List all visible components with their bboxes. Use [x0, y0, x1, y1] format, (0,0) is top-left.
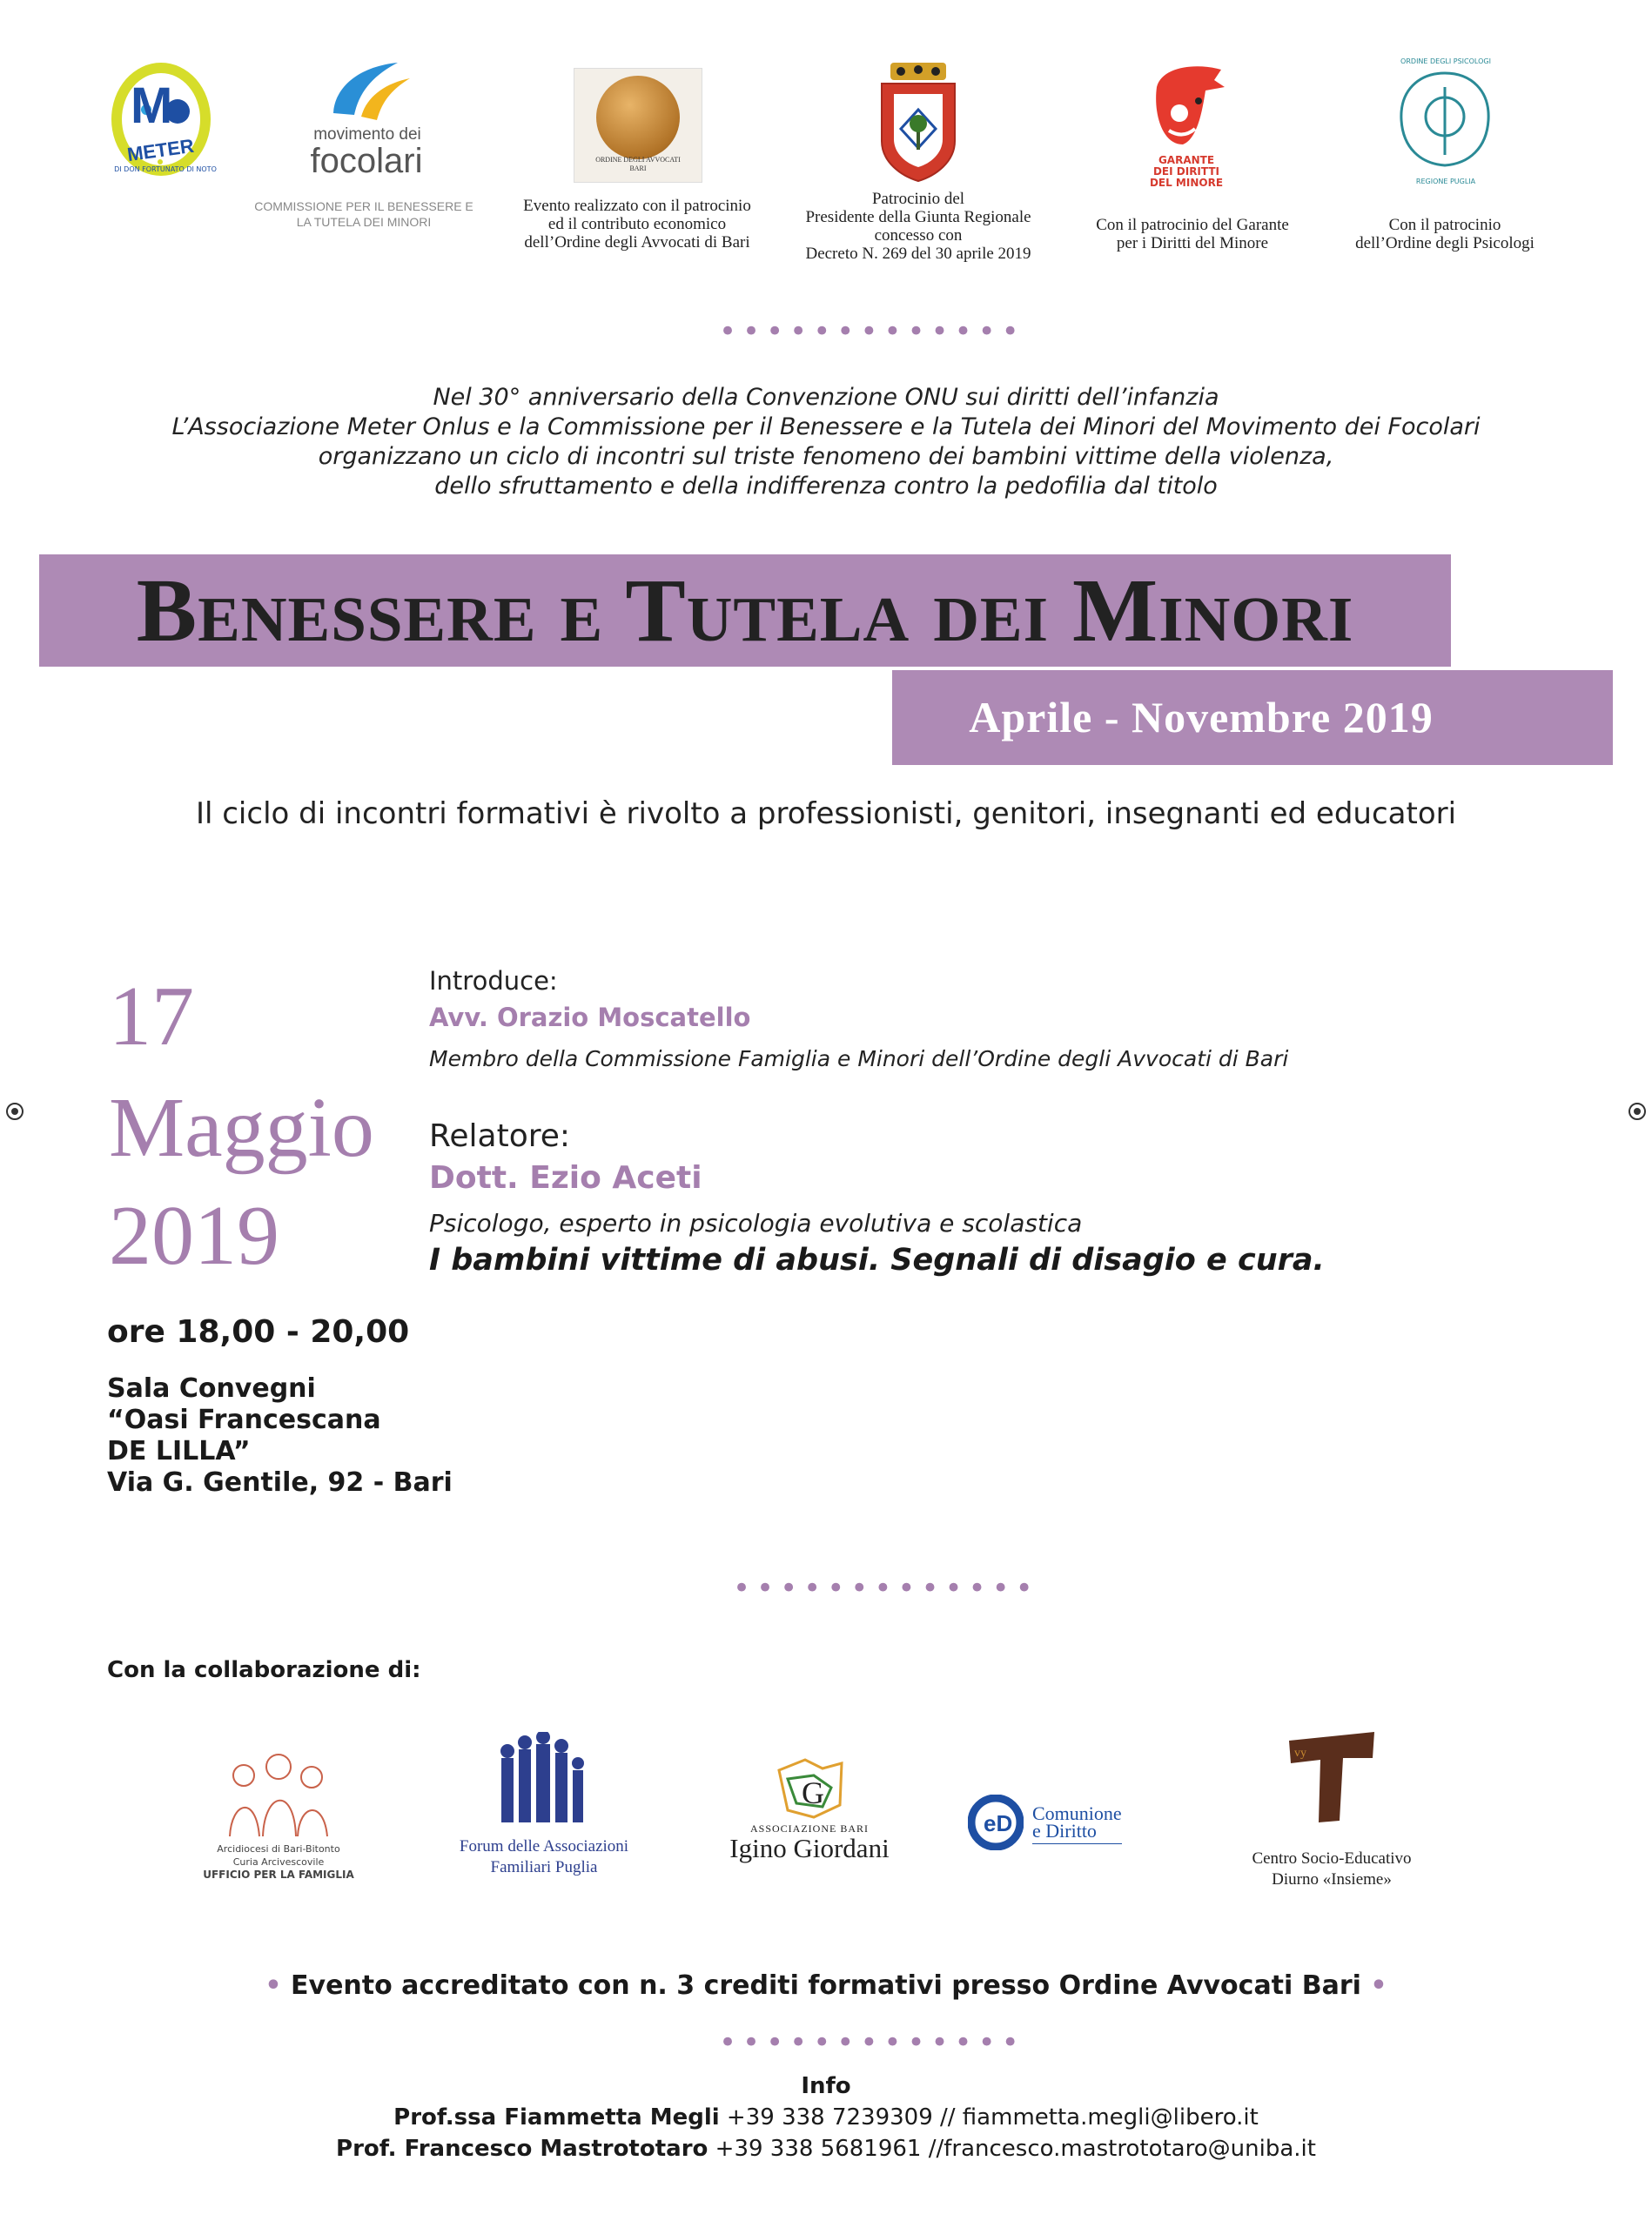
garante-line2: per i Diritti del Minore — [1116, 234, 1269, 252]
garante-logo2: DEI DIRITTI — [1152, 165, 1220, 178]
curia-caption — [183, 1842, 374, 1882]
main-title: Benessere e Tutela dei Minori — [136, 560, 1354, 661]
centro-line1: Centro Socio-Educativo — [1252, 1849, 1412, 1868]
intro-line4: dello sfruttamento e della indifferenza contro la pedofilia dal titolo — [434, 473, 1218, 500]
psicologi-logo-top: ORDINE DEGLI PSICOLOGI — [1400, 57, 1491, 65]
focolari-swoosh-icon — [326, 59, 422, 129]
medal-caption1: ORDINE DEGLI AVVOCATI — [595, 156, 681, 164]
introduce-label: Introduce: — [429, 966, 558, 996]
avvocati-caption — [498, 197, 776, 252]
introduce-name: Avv. Orazio Moscatello — [429, 1003, 751, 1032]
audience-text: Il ciclo di incontri formativi è rivolto a professionisti, genitori, insegnanti ed educatori — [195, 796, 1457, 831]
psicologi-line1: Con il patrocinio — [1388, 216, 1501, 234]
regione-coat-of-arms-icon — [875, 61, 962, 183]
forum-family-figures-icon — [494, 1732, 590, 1828]
igino-giordani-emblem-icon — [770, 1753, 849, 1822]
intro-line3: organizzano un ciclo di incontri sul triste fenomeno dei bambini vittime della violenza, — [318, 443, 1334, 470]
venue-line1: Sala Convegni — [107, 1373, 316, 1404]
dot-separator-middle: ••••••••••••• — [733, 1571, 1039, 1606]
curia-line1: Arcidiocesi di Bari-Bitonto — [217, 1843, 340, 1855]
info-label: Info — [801, 2073, 851, 2099]
avvocati-line2: ed il contributo economico — [547, 215, 727, 233]
dot-separator-top: ••••••••••••• — [719, 314, 1025, 349]
igino-big-text: Igino Giordani — [729, 1833, 890, 1863]
event-venue — [107, 1373, 453, 1499]
forum-line1: Forum delle Associazioni — [459, 1837, 629, 1856]
garante-line1: Con il patrocinio del Garante — [1096, 216, 1289, 234]
svg-text:eD: eD — [984, 1810, 1013, 1836]
curia-line2: Curia Arcivescovile — [232, 1856, 325, 1868]
venue-line3: DE LILLA” — [107, 1436, 251, 1466]
focolari-sub1: COMMISSIONE PER IL BENESSERE E — [254, 199, 473, 213]
medal-coin-icon — [596, 76, 680, 159]
speaker-name: Dott. Ezio Aceti — [429, 1160, 702, 1196]
centro-caption — [1201, 1849, 1462, 1890]
garante-clown-icon — [1145, 61, 1232, 157]
curia-line3: UFFICIO PER LA FAMIGLIA — [203, 1869, 354, 1881]
event-year: 2019 — [109, 1189, 279, 1283]
accredit-text: Evento accreditato con n. 3 crediti formativi presso Ordine Avvocati Bari — [291, 1970, 1361, 2001]
period-text: Aprile - Novembre 2019 — [969, 693, 1434, 742]
svg-text:vy: vy — [1294, 1747, 1306, 1760]
curia-family-drawing-icon — [209, 1741, 348, 1845]
svg-text:G: G — [802, 1775, 824, 1810]
info-contact1 — [0, 2104, 1652, 2131]
focolari-line1: movimento dei — [313, 125, 421, 144]
bullet-right-icon: • — [1360, 1970, 1387, 2001]
comunione-diritto-emblem-icon — [968, 1795, 1024, 1850]
event-month: Maggio — [109, 1081, 374, 1175]
intro-line1: Nel 30° anniversario della Convenzione ONU sui diritti dell’infanzia — [433, 384, 1219, 411]
cd-line1: Comunione — [1032, 1802, 1122, 1824]
meter-name: METER — [125, 134, 196, 166]
igino-small-text: ASSOCIAZIONE BARI — [749, 1822, 869, 1835]
centro-line2: Diurno «Insieme» — [1272, 1870, 1392, 1889]
venue-line2: “Oasi Francescana — [107, 1405, 381, 1435]
focolari-sub2: LA TUTELA DEI MINORI — [296, 215, 432, 229]
contact1-name: Prof.ssa Fiammetta Megli — [393, 2104, 720, 2131]
regione-line2: Presidente della Giunta Regionale — [805, 208, 1031, 226]
comunione-diritto-text — [1032, 1802, 1122, 1844]
accredit-line — [0, 1970, 1652, 2001]
meter-m-icon: M — [131, 77, 173, 134]
event-time: ore 18,00 - 20,00 — [107, 1314, 410, 1350]
focolari-line2: focolari — [310, 142, 423, 180]
forum-line2: Familiari Puglia — [490, 1858, 598, 1876]
contact2-name: Prof. Francesco Mastrototaro — [336, 2136, 708, 2162]
meter-motto: DI DON FORTUNATO DI NOTO — [114, 165, 217, 173]
dot-separator-bottom: ••••••••••••• — [719, 2025, 1025, 2060]
garante-logo3: DEL MINORE — [1149, 177, 1224, 189]
psicologi-line2: dell’Ordine degli Psicologi — [1355, 234, 1534, 252]
speaker-role: Psicologo, esperto in psicologia evolutiva e scolastica — [429, 1209, 1083, 1238]
cd-line2: e Diritto — [1032, 1820, 1097, 1842]
intro-text — [0, 383, 1652, 501]
speaker-label: Relatore: — [429, 1118, 571, 1154]
forum-caption — [431, 1836, 657, 1878]
avvocati-line1: Evento realizzato con il patrocinio — [523, 197, 751, 215]
contact1-details[interactable]: +39 338 7239309 // fiammetta.megli@libero.it — [719, 2104, 1259, 2131]
info-contact2 — [0, 2136, 1652, 2162]
medal-caption2: BARI — [629, 164, 647, 172]
regione-caption — [779, 190, 1058, 263]
event-day: 17 — [109, 970, 194, 1064]
intro-line2: L’Associazione Meter Onlus e la Commissione per il Benessere e la Tutela dei Minori del Movimento dei Focolari — [171, 413, 1481, 440]
psi-symbol-icon — [1393, 68, 1497, 172]
psicologi-logo-bottom: REGIONE PUGLIA — [1415, 178, 1476, 185]
bullet-left-icon: • — [265, 1970, 292, 2001]
registration-mark-left-icon — [3, 1100, 26, 1123]
focolari-commission — [246, 198, 481, 230]
registration-mark-right-icon — [1626, 1100, 1649, 1123]
avvocati-line3: dell’Ordine degli Avvocati di Bari — [524, 233, 750, 252]
regione-line3: concesso con — [874, 226, 963, 245]
garante-logo1: GARANTE — [1158, 154, 1215, 166]
psicologi-caption — [1306, 216, 1584, 252]
contact2-details[interactable]: +39 338 5681961 //francesco.mastrototaro@uniba.it — [708, 2136, 1316, 2162]
garante-caption — [1053, 216, 1332, 252]
regione-line4: Decreto N. 269 del 30 aprile 2019 — [805, 245, 1031, 263]
introduce-role: Membro della Commissione Famiglia e Minori dell’Ordine degli Avvocati di Bari — [429, 1046, 1289, 1071]
avvocati-medal — [574, 68, 702, 183]
regione-line1: Patrocinio del — [871, 190, 965, 208]
tau-cross-icon — [1284, 1730, 1380, 1826]
collab-label: Con la collaborazione di: — [107, 1657, 421, 1683]
venue-address: Via G. Gentile, 92 - Bari — [107, 1467, 453, 1498]
talk-title: I bambini vittime di abusi. Segnali di disagio e cura. — [429, 1243, 1325, 1278]
